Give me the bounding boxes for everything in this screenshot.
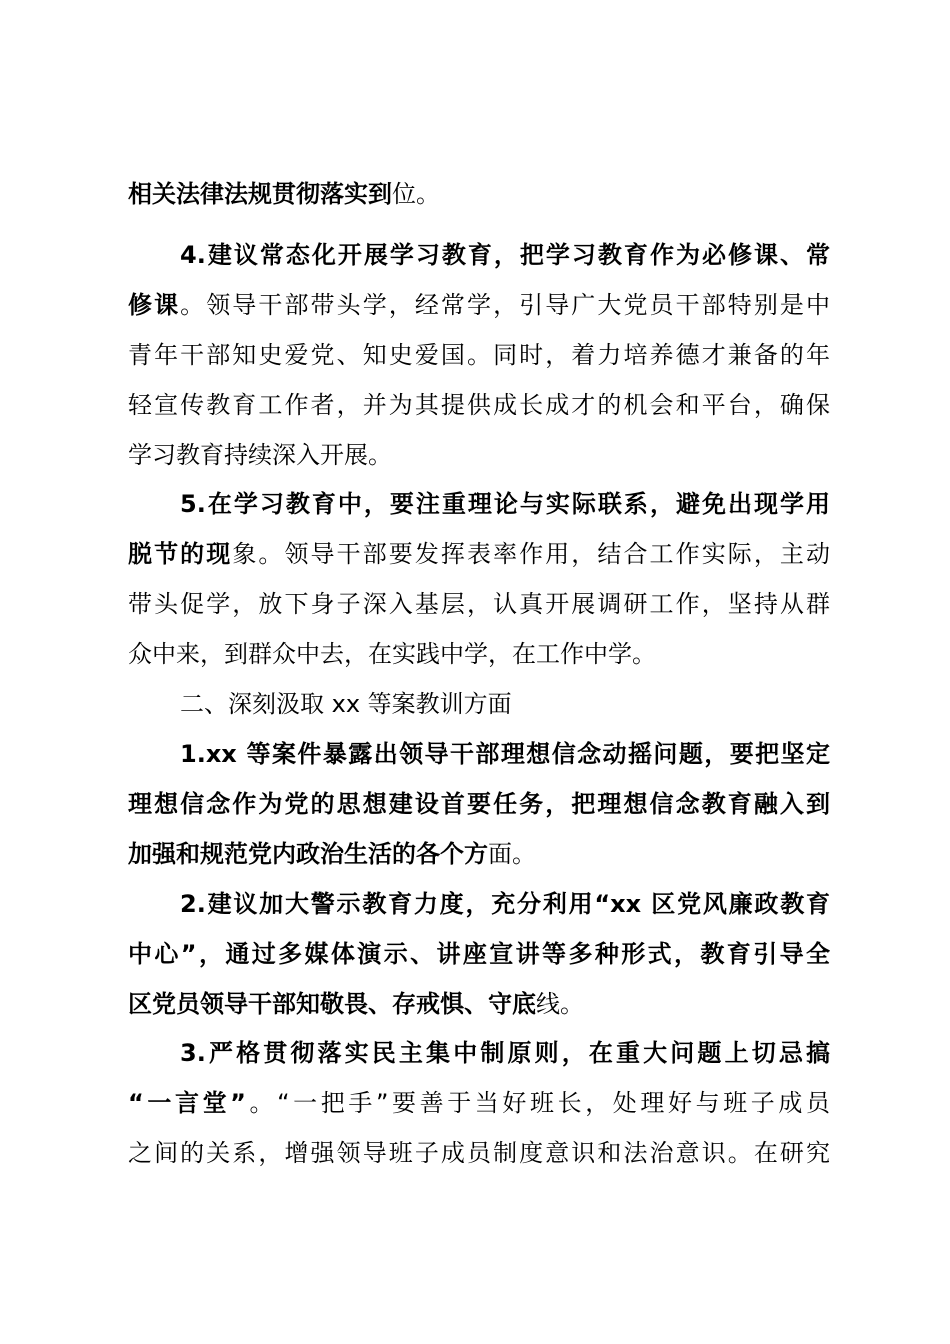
bold-run: 2.建议加大警示教育力度，充分利用“xx 区党风廉政教育 xyxy=(180,890,830,918)
section-heading xyxy=(180,688,830,720)
text-line-19 xyxy=(128,1087,830,1119)
text-line-12 xyxy=(180,738,830,770)
text-line-4 xyxy=(128,339,830,371)
normal-run: 带头促学，放下身子深入基层，认真开展调研工作，坚持从群 xyxy=(128,590,830,618)
bold-run: “一言堂” xyxy=(128,1089,246,1117)
text-line-1 xyxy=(128,178,830,210)
bold-run: 3.严格贯彻落实民主集中制原则，在重大问题上切忌搞 xyxy=(180,1039,830,1067)
text-line-17 xyxy=(128,988,830,1020)
bold-run: 修课 xyxy=(128,291,181,319)
normal-run: 线。 xyxy=(536,990,584,1018)
normal-run: 众中来，到群众中去，在实践中学，在工作中学。 xyxy=(128,640,656,668)
normal-run: 轻宣传教育工作者，并为其提供成长成才的机会和平台，确保 xyxy=(128,391,830,419)
text-line-16 xyxy=(128,938,830,970)
bold-run: 加强和规范党内政治生活的各个方 xyxy=(128,840,488,868)
normal-run: 位。 xyxy=(392,180,440,208)
normal-run: 青年干部知史爱党、知史爱国。同时，着力培养德才兼备的年 xyxy=(128,341,830,369)
normal-run: 二、深刻汲取 xx 等案教训方面 xyxy=(180,690,512,718)
text-line-7 xyxy=(180,488,830,520)
normal-run: 。“一把手”要善于当好班长，处理好与班子成员 xyxy=(245,1089,831,1117)
normal-run: 。领导干部带头学，经常学，引导广大党员干部特别是中 xyxy=(180,291,831,319)
text-line-8 xyxy=(128,538,830,570)
text-line-15 xyxy=(180,888,830,920)
text-line-9 xyxy=(128,588,830,620)
text-line-18 xyxy=(180,1037,830,1069)
bold-run: 脱节的现 xyxy=(128,540,233,568)
text-line-14 xyxy=(128,838,830,870)
normal-run: 之间的关系，增强领导班子成员制度意识和法治意识。在研究 xyxy=(128,1139,830,1167)
text-line-2 xyxy=(180,239,830,271)
bold-run: 区党员领导干部知敬畏、存戒惧、守底 xyxy=(128,990,536,1018)
normal-run: 象。领导干部要发挥表率作用，结合工作实际，主动 xyxy=(232,540,831,568)
bold-run: 相关法律法规贯彻落实到 xyxy=(128,180,392,208)
text-line-20 xyxy=(128,1137,830,1169)
text-line-6 xyxy=(128,439,830,471)
bold-run: 理想信念作为党的思想建设首要任务，把理想信念教育融入到 xyxy=(128,790,830,818)
normal-run: 面。 xyxy=(488,840,536,868)
bold-run: 中心”，通过多媒体演示、讲座宣讲等多种形式，教育引导全 xyxy=(128,940,830,968)
bold-run: 4.建议常态化开展学习教育，把学习教育作为必修课、常 xyxy=(180,241,830,269)
text-line-13 xyxy=(128,788,830,820)
text-line-3 xyxy=(128,289,830,321)
normal-run: 学习教育持续深入开展。 xyxy=(128,441,392,469)
bold-run: 5.在学习教育中，要注重理论与实际联系，避免出现学用 xyxy=(180,490,830,518)
bold-run: 1.xx 等案件暴露出领导干部理想信念动摇问题，要把坚定 xyxy=(180,740,830,768)
text-line-10 xyxy=(128,638,830,670)
text-line-5 xyxy=(128,389,830,421)
